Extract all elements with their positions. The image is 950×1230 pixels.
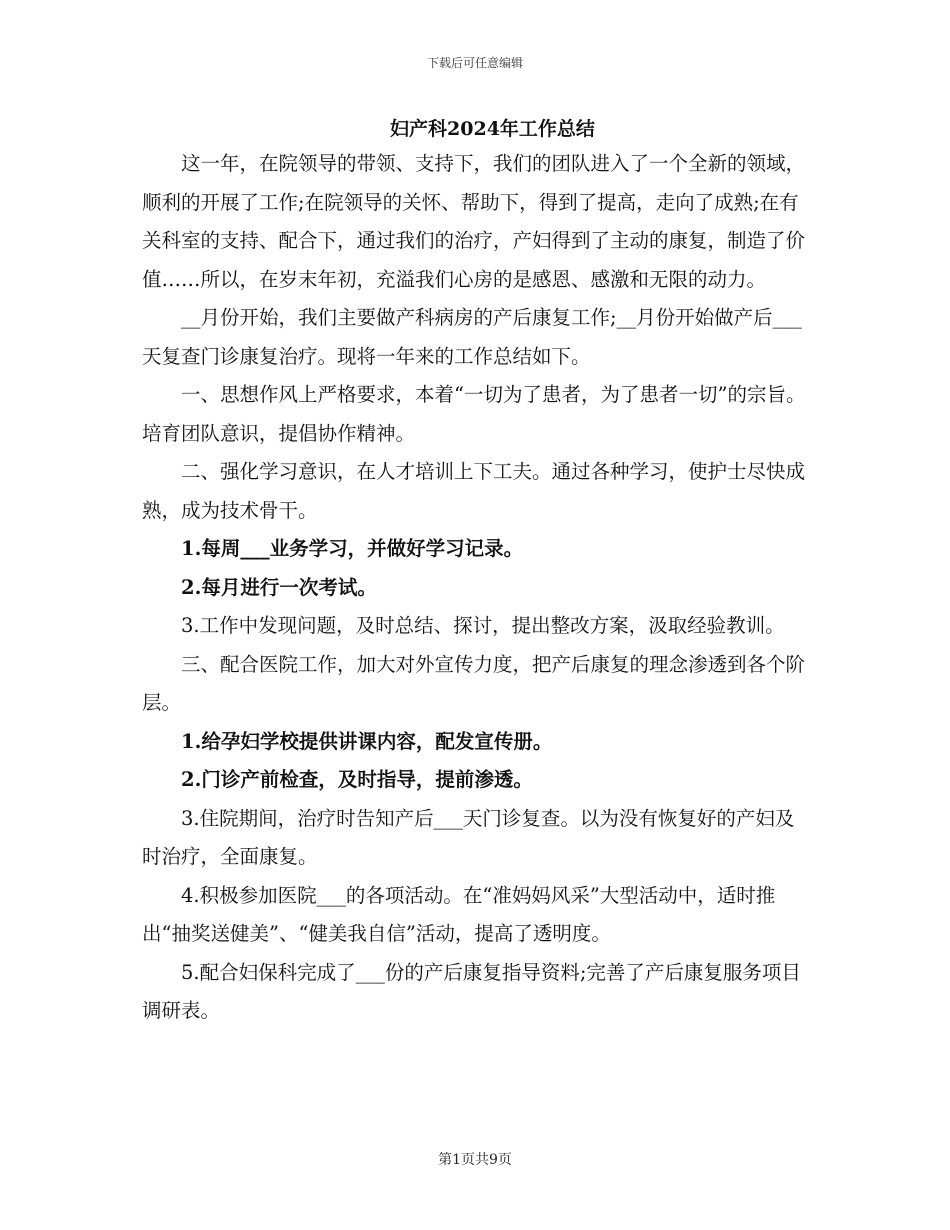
paragraph: 三、配合医院工作，加大对外宣传力度，把产后康复的理念渗透到各个阶层。 (142, 652, 806, 714)
paragraph: 5.配合妇保科完成了___份的产后康复指导资料;完善了产后康复服务项目调研表。 (142, 960, 801, 1022)
paragraph: 3.住院期间，治疗时告知产后___天门诊复查。以为没有恢复好的产妇及时治疗，全面康复。 (142, 806, 795, 868)
document-body (142, 145, 810, 1031)
page-header-note: 下载后可任意编辑 (426, 56, 523, 70)
paragraph: 4.积极参加医院___的各项活动。在“准妈妈风采”大型活动中，适时推出“抽奖送健美”、“健美我自信”活动，提高了透明度。 (142, 883, 776, 945)
paragraph: 这一年，在院领导的带领、支持下，我们的团队进入了一个全新的领域，顺利的开展了工作;在院领导的关怀、帮助下，得到了提高，走向了成熟;在有关科室的支持、配合下，通过我们的治疗，产妇得到了主动的康复，制造了价值……所以，在岁末年初，充溢我们心房的是感恩、感激和无限的动力。 (142, 152, 806, 291)
paragraph: 一、思想作风上严格要求，本着“一切为了患者，为了患者一切”的宗旨。培育团队意识，提倡协作精神。 (142, 383, 806, 445)
paragraph: 1.每周___业务学习，并做好学习记录。 (181, 537, 524, 560)
paragraph: 2.每月进行一次考试。 (181, 575, 377, 599)
document-title: 妇产科2024年工作总结 (390, 118, 595, 140)
paragraph: 1.给孕妇学校提供讲课内容，配发宣传册。 (181, 729, 553, 753)
paragraph: 二、强化学习意识，在人才培训上下工夫。通过各种学习，使护士尽快成熟，成为技术骨干。 (142, 460, 806, 522)
page-footer-number: 第1页共9页 (438, 1152, 512, 1168)
paragraph: 2.门诊产前检查，及时指导，提前渗透。 (181, 768, 533, 791)
paragraph: 3.工作中发现问题，及时总结、探讨，提出整改方案，汲取经验教训。 (181, 614, 785, 637)
paragraph: __月份开始，我们主要做产科病房的产后康复工作;__月份开始做产后___天复查门诊康复治疗。现将一年来的工作总结如下。 (142, 306, 802, 368)
